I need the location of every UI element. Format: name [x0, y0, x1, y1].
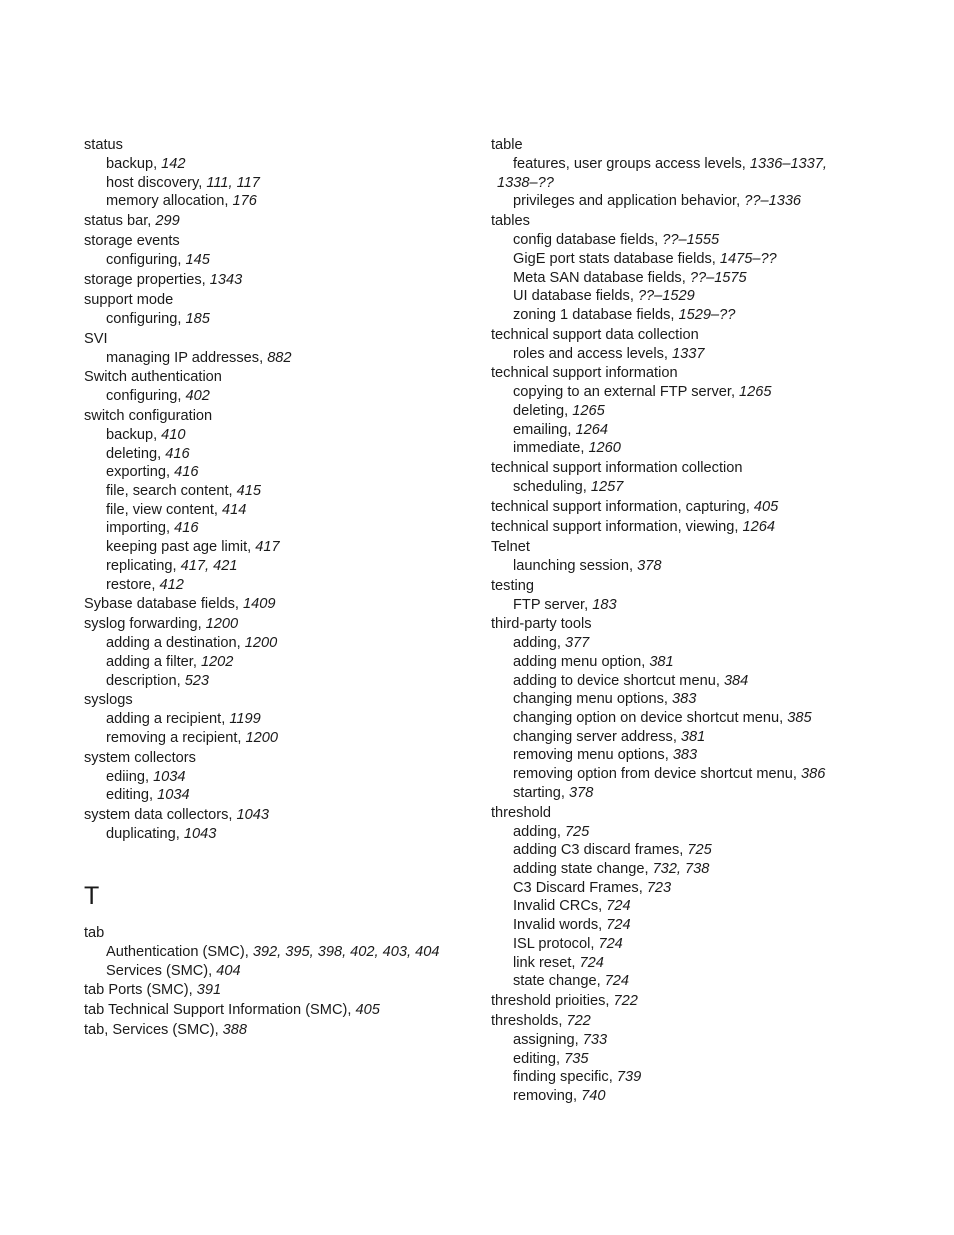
index-entries-t [84, 924, 474, 1040]
page-reference: 1200 [244, 635, 278, 652]
term-text: removing a recipient [106, 730, 238, 747]
term-text: keeping past age limit [106, 539, 248, 556]
term-text: removing menu options [513, 747, 665, 764]
page-reference: 185 [185, 310, 210, 327]
index-term [491, 212, 871, 231]
page-reference: 405 [753, 498, 779, 515]
index-subterm: host discovery, 111, 117 [106, 174, 260, 191]
index-term: syslog forwarding, 1200 [84, 616, 239, 633]
page-reference: 740 [581, 1088, 606, 1105]
page-reference: 385 [787, 710, 812, 727]
term-text: tab Technical Support Information (SMC) [84, 1002, 348, 1019]
page-reference: 416 [174, 464, 199, 481]
index-subterm: ediing, 1034 [106, 768, 186, 785]
page-reference: 1264 [575, 421, 608, 438]
term-text: Invalid CRCs [513, 898, 599, 915]
index-subterm: removing menu options, 383 [513, 747, 698, 764]
page-reference: 176 [232, 193, 257, 210]
page-reference: 1336–1337, [749, 156, 827, 172]
term-text: testing [491, 577, 534, 594]
index-term: tab Ports (SMC), 391 [84, 982, 222, 999]
term-text: configuring [106, 388, 178, 405]
term-text: replicating [106, 557, 173, 574]
term-text: system data collectors [84, 807, 229, 824]
page-reference: 725 [687, 842, 712, 859]
term-text: ediing [106, 768, 145, 785]
index-subterm: state change, 724 [513, 973, 630, 990]
index-subterm: importing, 416 [106, 520, 199, 537]
term-text: starting [513, 784, 561, 801]
index-subterm: Meta SAN database fields, ??–1575 [513, 269, 747, 286]
term-text: ISL protocol [513, 935, 591, 952]
index-subterm: launching session, 378 [513, 557, 662, 574]
index-subterm: deleting, 416 [106, 445, 190, 462]
term-text: storage events [84, 233, 180, 250]
page-reference: 1343 [209, 271, 243, 288]
index-column-left [84, 135, 474, 1040]
page-reference: 386 [800, 766, 826, 783]
term-text: changing server address [513, 728, 673, 745]
index-subterm: emailing, 1264 [513, 421, 608, 438]
term-text: C3 Discard Frames [513, 879, 639, 896]
page-reference: 733 [582, 1031, 608, 1048]
term-text: technical support information [491, 365, 678, 382]
page-reference: 388 [222, 1022, 248, 1039]
index-subterm: finding specific, 739 [513, 1069, 642, 1086]
index-term [84, 407, 474, 426]
page-reference: 723 [646, 879, 672, 896]
page-reference: 1264 [742, 518, 775, 535]
index-subterm: link reset, 724 [513, 954, 604, 971]
page-reference: 1409 [243, 596, 276, 613]
page-reference: 383 [672, 747, 698, 764]
index-subterm: changing server address, 381 [513, 728, 706, 745]
page-reference: 402 [185, 388, 210, 405]
page-reference: 1202 [200, 653, 234, 670]
page-reference: 416 [165, 445, 190, 462]
term-text: link reset [513, 954, 572, 971]
section-letter-heading: T [84, 881, 100, 910]
term-text: assigning [513, 1031, 575, 1048]
term-text: launching session [513, 557, 630, 574]
index-subterm: removing a recipient, 1200 [106, 730, 278, 747]
index-subterm: assigning, 733 [513, 1031, 608, 1048]
page-reference: 1034 [153, 768, 186, 785]
index-term [491, 136, 871, 155]
term-text: GigE port stats database fields [513, 250, 712, 267]
term-text: finding specific [513, 1069, 609, 1086]
page-reference: 1260 [588, 440, 621, 457]
term-text: technical support information, capturing [491, 498, 746, 515]
term-text: system collectors [84, 749, 196, 766]
index-subterm: adding, 725 [513, 823, 590, 840]
term-text: removing [513, 1088, 574, 1105]
index-term [84, 924, 474, 943]
index-entries-t-continued [491, 136, 871, 1106]
index-subterm: Services (SMC), 404 [106, 962, 241, 979]
page-reference: 299 [155, 213, 180, 230]
index-subterm: zoning 1 database fields, 1529–?? [513, 306, 736, 323]
term-text: adding menu option [513, 653, 642, 670]
page-reference: 1199 [229, 711, 261, 728]
page-reference: 1475–?? [719, 250, 777, 267]
term-text: threshold prioities [491, 992, 606, 1009]
index-subterm: restore, 412 [106, 576, 184, 593]
page-reference: 183 [592, 596, 617, 613]
page-reference: 1043 [183, 826, 217, 843]
term-text: adding a filter [106, 653, 193, 670]
index-column-right [491, 135, 871, 1106]
index-term: technical support information, capturing, 405 [491, 498, 779, 515]
index-subterm: backup, 142 [106, 156, 186, 172]
term-text: adding a destination [106, 635, 237, 652]
term-text: tab Ports (SMC) [84, 982, 189, 999]
term-text: adding [513, 635, 557, 652]
page-reference: 882 [267, 349, 292, 366]
term-text: deleting [513, 403, 565, 420]
page-reference: ??–1529 [637, 288, 695, 305]
term-text: Telnet [491, 538, 530, 555]
index-subterm [491, 174, 871, 193]
page-reference: 381 [649, 653, 674, 670]
index-term: thresholds, 722 [491, 1012, 591, 1029]
term-text: scheduling [513, 479, 583, 496]
page-reference: 1043 [236, 807, 269, 824]
page-reference: 1337 [672, 345, 705, 362]
term-text: storage properties [84, 271, 202, 288]
term-text: technical support information, viewing [491, 518, 735, 535]
term-text: state change [513, 973, 597, 990]
index-subterm: backup, 410 [106, 426, 186, 443]
term-text: changing menu options [513, 691, 664, 708]
index-subterm: copying to an external FTP server, 1265 [513, 384, 772, 401]
term-text: support mode [84, 291, 174, 308]
index-subterm: config database fields, ??–1555 [513, 232, 720, 249]
index-subterm: adding state change, 732, 738 [513, 860, 710, 877]
term-text: status [84, 137, 123, 153]
page-reference: 724 [579, 954, 604, 971]
index-term: tab Technical Support Information (SMC), 405 [84, 1002, 380, 1019]
index-subterm: Invalid words, 724 [513, 917, 631, 934]
index-term [84, 330, 474, 349]
index-term [84, 691, 474, 710]
term-text: file, search content [106, 483, 229, 500]
page-reference: 142 [161, 156, 186, 172]
term-text: tables [491, 213, 530, 230]
index-subterm: changing option on device shortcut menu, 385 [513, 710, 812, 727]
index-subterm: description, 523 [106, 672, 210, 689]
term-text: third-party tools [491, 616, 592, 633]
page-reference: 1338–?? [497, 174, 554, 191]
term-text: adding C3 discard frames [513, 842, 680, 859]
page-reference: 412 [159, 576, 184, 593]
page-reference: 417, 421 [180, 557, 238, 574]
index-term: threshold prioities, 722 [491, 992, 638, 1009]
term-text: table [491, 137, 523, 153]
index-subterm: FTP server, 183 [513, 596, 617, 613]
page-reference: ??–1575 [689, 269, 747, 286]
index-subterm: editing, 1034 [106, 787, 190, 804]
term-text: adding a recipient [106, 711, 222, 728]
index-term [491, 577, 871, 596]
index-term [491, 459, 871, 478]
index-subterm: exporting, 416 [106, 464, 199, 481]
page-reference: 1529–?? [678, 306, 736, 323]
index-subterm: GigE port stats database fields, 1475–?? [513, 250, 777, 267]
page-reference: 732, 738 [652, 860, 710, 877]
term-text: editing [513, 1050, 557, 1067]
page-reference: 722 [613, 992, 638, 1009]
term-text: SVI [84, 330, 108, 347]
index-subterm: features, user groups access levels, 1336–1337, [513, 156, 827, 172]
page-reference: 1265 [572, 403, 605, 420]
term-text: editing [106, 787, 150, 804]
index-subterm: configuring, 185 [106, 310, 210, 327]
index-subterm: removing option from device shortcut menu, 386 [513, 766, 826, 783]
index-term [491, 538, 871, 557]
page-reference: 391 [196, 982, 222, 999]
index-term [84, 136, 474, 155]
term-text: syslogs [84, 692, 133, 709]
term-text: thresholds [491, 1012, 559, 1029]
page-reference: 404 [216, 962, 241, 979]
index-term: technical support information, viewing, 1264 [491, 518, 775, 535]
index-term [84, 232, 474, 251]
term-text: memory allocation [106, 193, 225, 210]
term-text: UI database fields [513, 288, 630, 305]
index-subterm: managing IP addresses, 882 [106, 349, 292, 366]
page-reference: 377 [564, 635, 590, 652]
index-entries-s [84, 136, 474, 844]
index-term [491, 326, 871, 345]
term-text: description [106, 672, 177, 689]
page-reference: 739 [616, 1069, 642, 1086]
page-reference: 724 [606, 917, 631, 934]
page-reference: 722 [566, 1012, 591, 1029]
term-text: changing option on device shortcut menu [513, 710, 780, 727]
index-subterm: adding to device shortcut menu, 384 [513, 672, 749, 689]
index-term [491, 615, 871, 634]
page-reference: 724 [598, 935, 623, 952]
term-text: managing IP addresses [106, 349, 260, 366]
index-subterm: Authentication (SMC), 392, 395, 398, 402, 403, 404 [106, 943, 440, 960]
page-reference: 405 [355, 1002, 380, 1019]
term-text: exporting [106, 464, 167, 481]
term-text: tab [84, 924, 105, 941]
page-reference: 414 [222, 501, 247, 518]
term-text: technical support information collection [491, 460, 743, 477]
page-reference: 381 [680, 728, 706, 745]
term-text: roles and access levels [513, 345, 664, 362]
page-reference: 724 [604, 973, 630, 990]
page-reference: 1200 [205, 616, 239, 633]
page-reference: 416 [174, 520, 199, 537]
index-subterm: file, view content, 414 [106, 501, 247, 518]
index-subterm: roles and access levels, 1337 [513, 345, 705, 362]
index-subterm: adding, 377 [513, 635, 590, 652]
page-reference: 378 [637, 557, 662, 574]
index-subterm: adding a recipient, 1199 [106, 711, 261, 728]
index-subterm: adding menu option, 381 [513, 653, 674, 670]
index-term: Sybase database fields, 1409 [84, 596, 276, 613]
term-text: configuring [106, 252, 178, 269]
index-subterm: starting, 378 [513, 784, 594, 801]
index-subterm: immediate, 1260 [513, 440, 621, 457]
index-subterm: scheduling, 1257 [513, 479, 624, 496]
index-subterm: C3 Discard Frames, 723 [513, 879, 672, 896]
term-text: adding [513, 823, 557, 840]
term-text: copying to an external FTP server [513, 384, 731, 401]
index-subterm: changing menu options, 383 [513, 691, 697, 708]
term-text: backup [106, 156, 154, 172]
index-subterm: keeping past age limit, 417 [106, 539, 280, 556]
term-text: status bar [84, 213, 148, 230]
index-subterm: file, search content, 415 [106, 483, 261, 500]
term-text: privileges and application behavior [513, 193, 737, 210]
index-subterm: deleting, 1265 [513, 403, 605, 420]
index-subterm: adding a filter, 1202 [106, 653, 234, 670]
page-reference: 111, 117 [206, 174, 260, 191]
page-reference: 378 [568, 784, 594, 801]
index-subterm: editing, 735 [513, 1050, 589, 1067]
index-subterm: UI database fields, ??–1529 [513, 288, 695, 305]
term-text: deleting [106, 445, 158, 462]
page-reference: 1257 [590, 479, 624, 496]
term-text: host discovery [106, 174, 199, 191]
page-reference: ??–1555 [662, 232, 720, 249]
term-text: adding to device shortcut menu [513, 672, 716, 689]
index-subterm: adding a destination, 1200 [106, 635, 278, 652]
index-subterm: duplicating, 1043 [106, 826, 217, 843]
term-text: zoning 1 database fields [513, 306, 671, 323]
page-reference: 523 [184, 672, 210, 689]
index-term [491, 364, 871, 383]
term-text: Invalid words [513, 917, 599, 934]
index-term [84, 749, 474, 768]
index-subterm: ISL protocol, 724 [513, 935, 623, 952]
index-subterm: configuring, 145 [106, 252, 210, 269]
term-text: backup [106, 426, 154, 443]
term-text: switch configuration [84, 407, 213, 424]
page-reference: 417 [255, 539, 280, 556]
index-term [84, 291, 474, 310]
term-text: file, view content [106, 501, 214, 518]
term-text: config database fields [513, 232, 655, 249]
term-text: tab, Services (SMC) [84, 1022, 215, 1039]
index-term [491, 804, 871, 823]
term-text: restore [106, 576, 152, 593]
term-text: threshold [491, 804, 552, 821]
index-subterm: removing, 740 [513, 1088, 606, 1105]
index-subterm: adding C3 discard frames, 725 [513, 842, 712, 859]
term-text: importing [106, 520, 167, 537]
index-subterm: privileges and application behavior, ??–1336 [513, 193, 802, 210]
term-text: Services (SMC) [106, 962, 209, 979]
page-reference: 384 [723, 672, 749, 689]
index-subterm: Invalid CRCs, 724 [513, 898, 631, 915]
page-reference: 735 [564, 1050, 589, 1067]
term-text: Sybase database fields [84, 596, 235, 613]
page-reference: 145 [185, 252, 210, 269]
term-text: features, user groups access levels [513, 156, 742, 172]
page-reference: 1265 [739, 384, 772, 401]
term-text: Switch authentication [84, 369, 222, 386]
term-text: duplicating [106, 826, 176, 843]
index-term: system data collectors, 1043 [84, 807, 269, 824]
index-term: status bar, 299 [84, 213, 180, 230]
term-text: emailing [513, 421, 568, 438]
index-term [84, 368, 474, 387]
index-subterm: memory allocation, 176 [106, 193, 257, 210]
page-reference: 383 [672, 691, 697, 708]
page-reference: ??–1336 [744, 193, 802, 210]
page-reference: 415 [236, 483, 261, 500]
index-term: storage properties, 1343 [84, 271, 243, 288]
term-text: removing option from device shortcut menu [513, 766, 793, 783]
term-text: syslog forwarding [84, 616, 198, 633]
page-reference: 410 [161, 426, 186, 443]
term-text: adding state change [513, 860, 645, 877]
page-reference: 1200 [245, 730, 278, 747]
term-text: technical support data collection [491, 326, 699, 343]
page-reference: 724 [606, 898, 631, 915]
term-text: configuring [106, 310, 178, 327]
page-reference: 725 [564, 823, 590, 840]
index-subterm: replicating, 417, 421 [106, 557, 238, 574]
term-text: Meta SAN database fields [513, 269, 682, 286]
term-text: Authentication (SMC) [106, 943, 245, 960]
page-reference: 1034 [157, 787, 190, 804]
index-subterm: configuring, 402 [106, 388, 210, 405]
page-reference: 392, 395, 398, 402, 403, 404 [252, 943, 440, 960]
term-text: FTP server [513, 596, 585, 613]
index-term: tab, Services (SMC), 388 [84, 1022, 248, 1039]
term-text: immediate [513, 440, 581, 457]
